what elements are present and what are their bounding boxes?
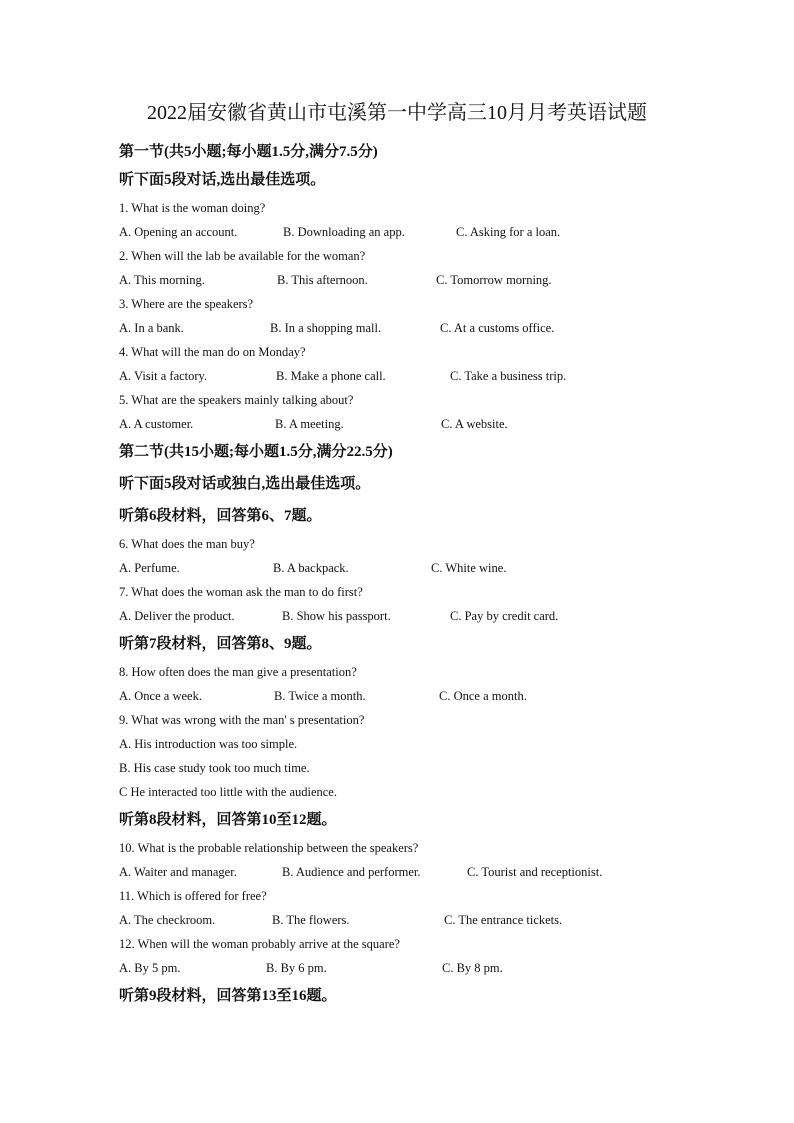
question-6: 6. What does the man buy? [119,537,255,551]
group-6-heading: 听第6段材料，回答第6、7题。 [119,508,322,524]
group-8-heading: 听第8段材料，回答第10至12题。 [119,812,337,828]
option-a: A. Perfume. [119,561,180,575]
group-9-heading: 听第9段材料，回答第13至16题。 [119,988,337,1004]
option-b: B. In a shopping mall. [270,321,382,335]
options-q11 [119,908,719,932]
options-q2 [119,268,719,292]
options-q7 [119,604,719,628]
option-b: B. The flowers. [272,913,350,927]
section1-instruction: 听下面5段对话,选出最佳选项。 [119,172,326,188]
option-c: C. Pay by credit card. [450,609,559,623]
option-b: B. Make a phone call. [276,369,386,383]
question-5: 5. What are the speakers mainly talking about? [119,393,354,407]
question-8: 8. How often does the man give a presentation? [119,665,357,679]
options-q10 [119,860,719,884]
option-a: A. Waiter and manager. [119,865,237,879]
page-title: 2022届安徽省黄山市屯溪第一中学高三10月月考英语试题 [147,102,647,124]
option-c: C. By 8 pm. [442,961,503,975]
option-a: A. Visit a factory. [119,369,208,383]
option-a: A. By 5 pm. [119,961,181,975]
question-12: 12. When will the woman probably arrive at the square? [119,937,400,951]
option-b: B. Audience and performer. [282,865,421,879]
option-a: A. The checkroom. [119,913,216,927]
question-10: 10. What is the probable relationship between the speakers? [119,841,419,855]
section2-heading: 第二节(共15小题;每小题1.5分,满分22.5分) [119,444,393,460]
section1-heading: 第一节(共5小题;每小题1.5分,满分7.5分) [119,144,378,160]
option-c: C He interacted too little with the audience. [119,785,337,799]
option-c: C. White wine. [431,561,507,575]
option-a: A. His introduction was too simple. [119,737,298,751]
option-c: C. The entrance tickets. [444,913,563,927]
option-c: C. Asking for a loan. [456,225,561,239]
options-q5 [119,412,719,436]
option-c: C. Tourist and receptionist. [467,865,603,879]
question-2: 2. When will the lab be available for the woman? [119,249,366,263]
question-9: 9. What was wrong with the man' s presentation? [119,713,365,727]
option-b: B. This afternoon. [277,273,368,287]
option-b: B. Twice a month. [274,689,366,703]
option-b: B. By 6 pm. [266,961,327,975]
options-q6 [119,556,719,580]
option-b: B. Show his passport. [282,609,391,623]
option-c: C. A website. [441,417,508,431]
option-c: C. Tomorrow morning. [436,273,552,287]
options-q4 [119,364,719,388]
option-a: A. In a bank. [119,321,184,335]
question-11: 11. Which is offered for free? [119,889,267,903]
question-1: 1. What is the woman doing? [119,201,266,215]
option-c: C. Once a month. [439,689,527,703]
question-7: 7. What does the woman ask the man to do first? [119,585,363,599]
options-q12 [119,956,719,980]
options-q8 [119,684,719,708]
section2-instruction: 听下面5段对话或独白,选出最佳选项。 [119,476,371,492]
question-3: 3. Where are the speakers? [119,297,254,311]
option-a: A. Deliver the product. [119,609,235,623]
option-a: A. Opening an account. [119,225,238,239]
option-b: B. Downloading an app. [283,225,405,239]
question-4: 4. What will the man do on Monday? [119,345,306,359]
option-a: A. Once a week. [119,689,202,703]
option-c: C. Take a business trip. [450,369,567,383]
option-c: C. At a customs office. [440,321,555,335]
option-b: B. A meeting. [275,417,344,431]
option-a: A. A customer. [119,417,194,431]
option-b: B. A backpack. [273,561,349,575]
options-q1 [119,220,719,244]
group-7-heading: 听第7段材料，回答第8、9题。 [119,636,322,652]
option-a: A. This morning. [119,273,205,287]
options-q3 [119,316,719,340]
exam-content [119,140,719,1012]
option-b: B. His case study took too much time. [119,761,310,775]
